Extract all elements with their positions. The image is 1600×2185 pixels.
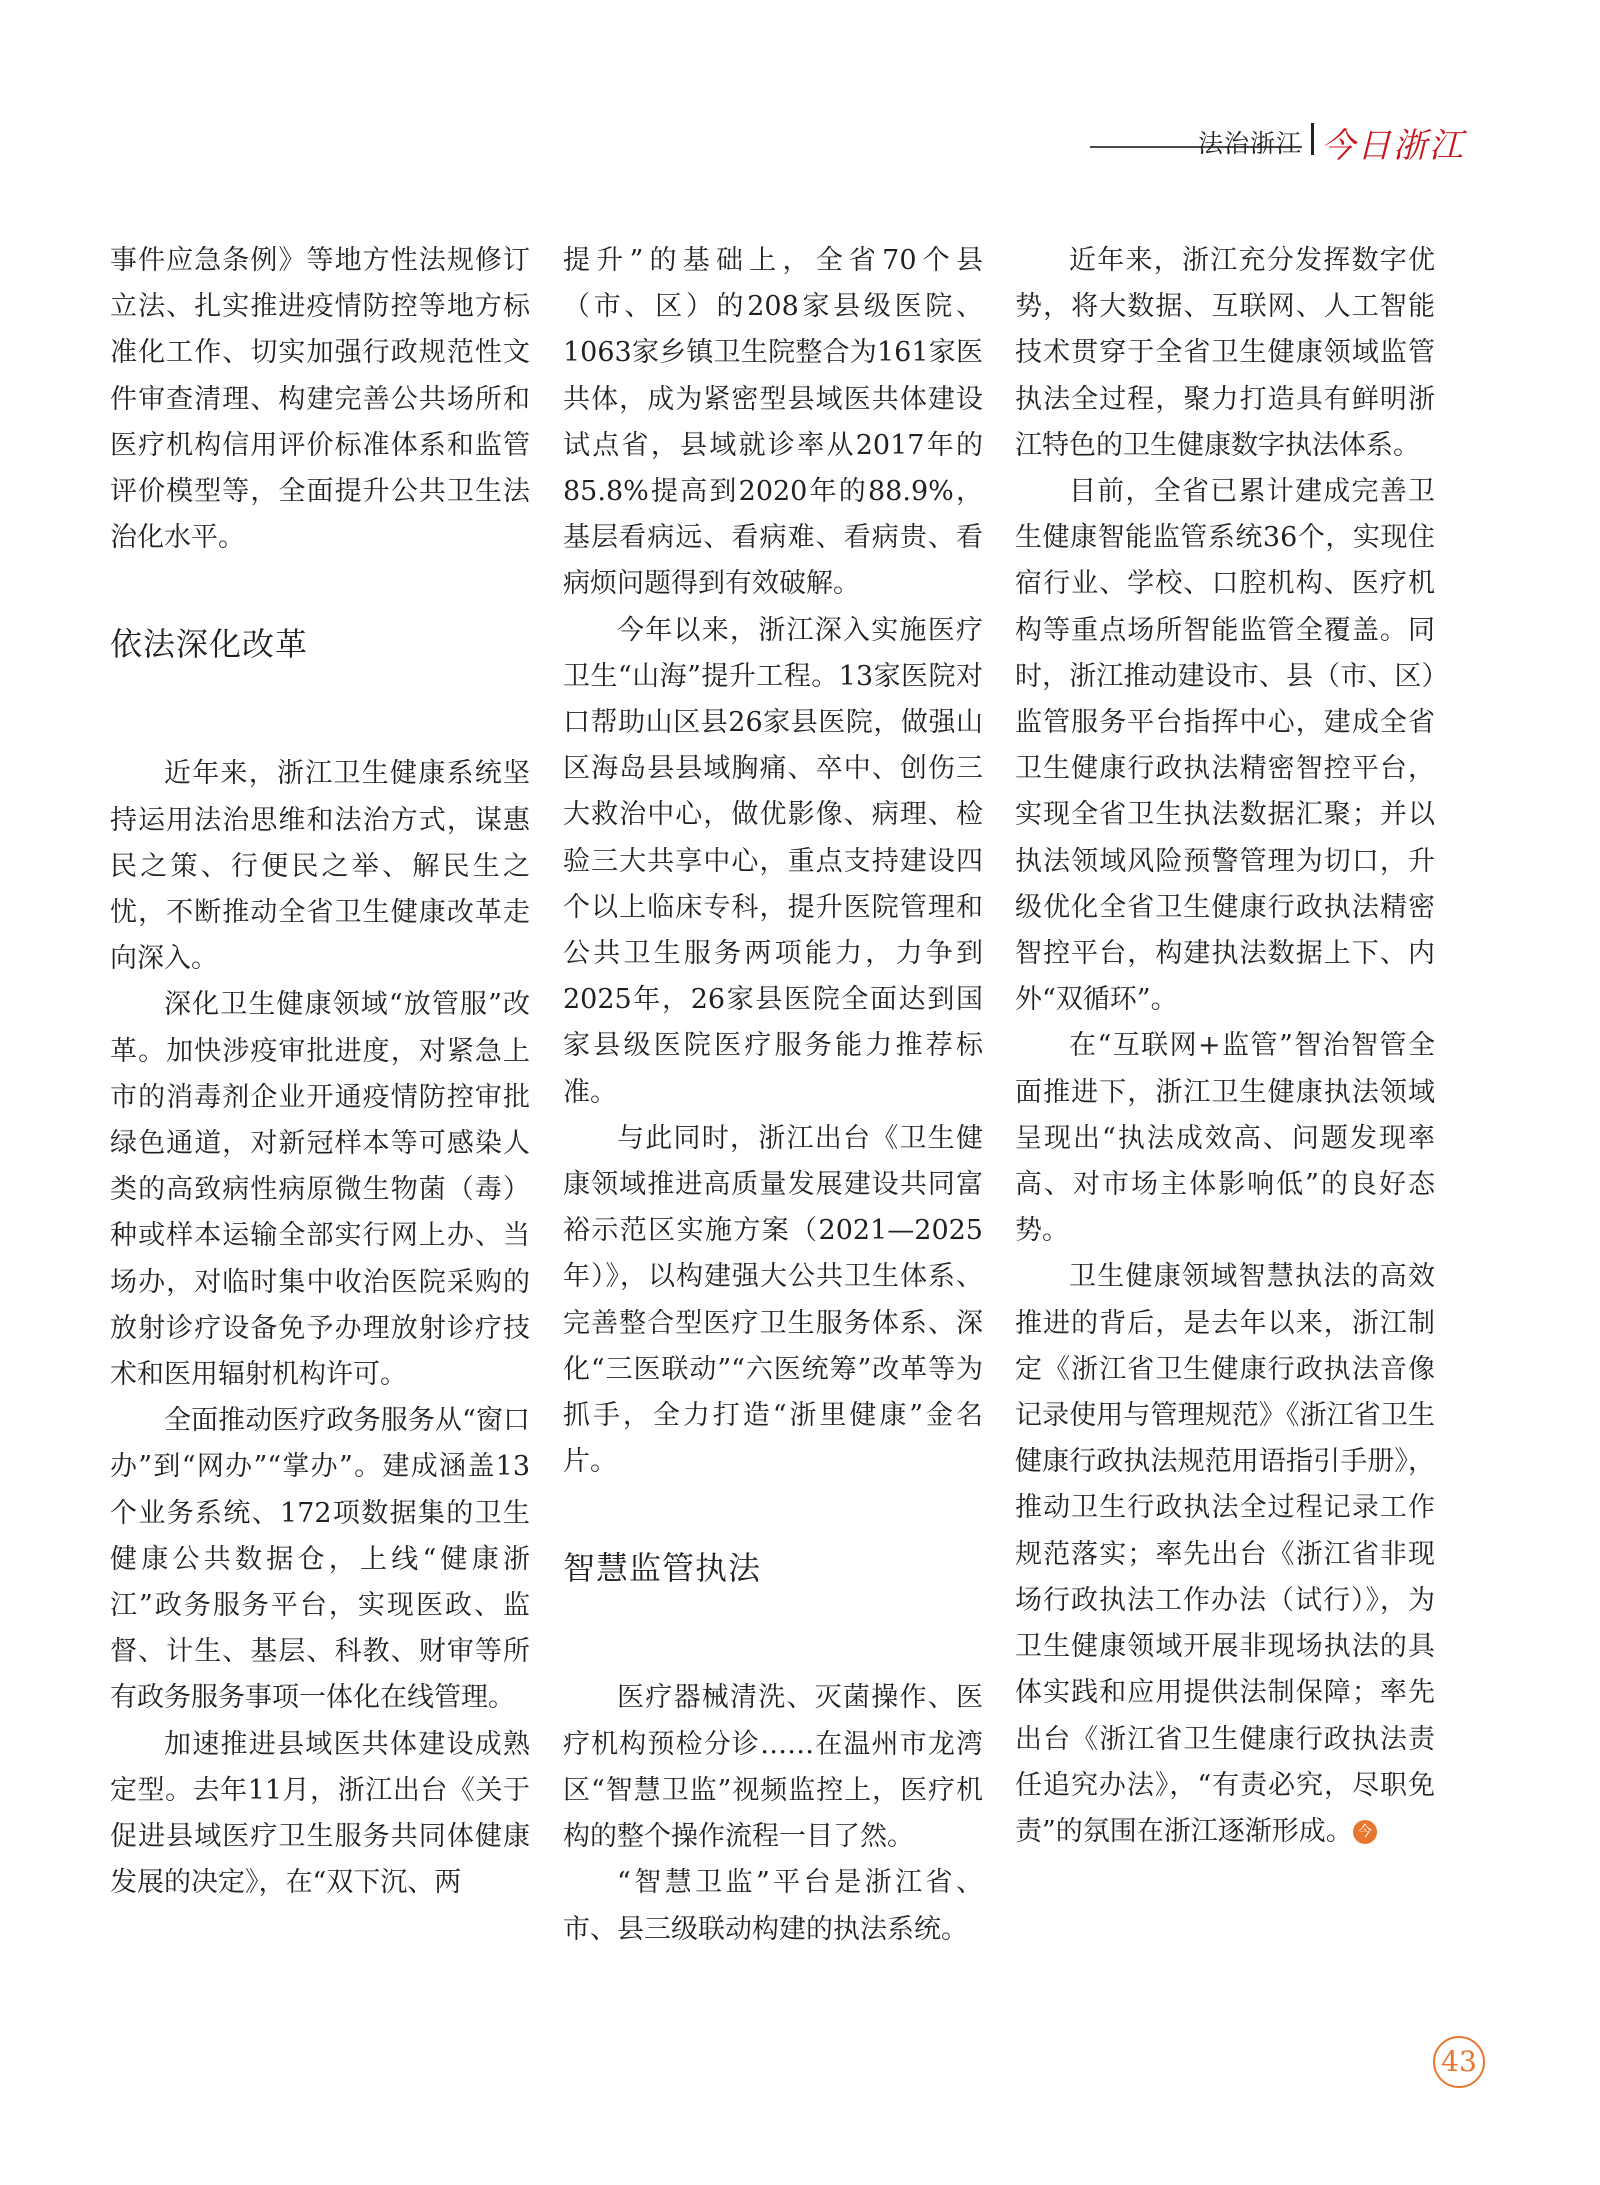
section-name: 法治浙江: [1198, 129, 1303, 158]
paragraph: 目前，全省已累计建成完善卫生健康智能监管系统36个，实现住宿行业、学校、口腔机构、医疗机构等重点场所智能监管全覆盖。同时，浙江推动建设市、县（市、区）监管服务平台指挥中心，建成全省卫生健康行政执法精密智控平台，实现全省卫生执法数据汇聚；并以执法领域风险预警管理为切口，升级优化全省卫生健康行政执法精密智控平台，构建执法数据上下、内外“双循环”。: [1015, 476, 1435, 1016]
paragraph: 与此同时，浙江出台《卫生健康领域推进高质量发展建设共同富裕示范区实施方案（2021—2025年）》，以构建强大公共卫生体系、完善整合型医疗卫生服务体系、深化“三医联动”“六医统筹”改革等为抓手，全力打造“浙里健康”金名片。: [563, 1122, 983, 1478]
paragraph: 近年来，浙江充分发挥数字优势，将大数据、互联网、人工智能技术贯穿于全省卫生健康领域监管执法全过程，聚力打造具有鲜明浙江特色的卫生健康数字执法体系。: [1015, 245, 1435, 461]
paragraph: 提升”的基础上，全省70个县（市、区）的208家县级医院、1063家乡镇卫生院整合为161家医共体，成为紧密型县域医共体建设试点省，县域就诊率从2017年的85.8%提高到2020年的88.9%，基层看病远、看病难、看病贵、看病烦问题得到有效破解。: [563, 245, 983, 600]
paragraph: 近年来，浙江卫生健康系统坚持运用法治思维和法治方式，谋惠民之策、行便民之举、解民生之忧，不断推动全省卫生健康改革走向深入。: [110, 758, 530, 975]
paragraph-text: 卫生健康领域智慧执法的高效推进的背后，是去年以来，浙江制定《浙江省卫生健康行政执法音像记录使用与管理规范》《浙江省卫生健康行政执法规范用语指引手册》，推动卫生行政执法全过程记录工作规范落实；率先出台《浙江省非现场行政执法工作办法（试行）》，为卫生健康领域开展非现场执法的具体实践和应用提供法制保障；率先出台《浙江省卫生健康行政执法责任追究办法》，“有责必究，尽职免责”的氛围在浙江逐渐形成。: [1015, 1261, 1435, 1847]
paragraph-final: [1015, 1254, 1435, 1855]
paragraph: 加速推进县域医共体建设成熟定型。去年11月，浙江出台《关于促进县域医疗卫生服务共同体健康发展的决定》，在“双下沉、两: [110, 1728, 530, 1899]
page-number: 43: [1433, 2036, 1485, 2088]
section-heading-smart-enforcement: 智慧监管执法: [563, 1549, 762, 1588]
paragraph: 今年以来，浙江深入实施医疗卫生“山海”提升工程。13家医院对口帮助山区县26家县医院，做强山区海岛县县域胸痛、卒中、创伤三大救治中心，做优影像、病理、检验三大共享中心，重点支持建设四个以上临床专科，提升医院管理和公共卫生服务两项能力，力争到2025年，26家县医院全面达到国家县级医院医疗服务能力推荐标准。: [563, 614, 983, 1108]
paragraph: “智慧卫监”平台是浙江省、市、县三级联动构建的执法系统。: [563, 1867, 983, 1945]
column-1: [110, 238, 530, 1907]
header-divider: [1311, 123, 1314, 155]
paragraph: 在“互联网+监管”智治智管全面推进下，浙江卫生健康执法领域呈现出“执法成效高、问题发现率高、对市场主体影响低”的良好态势。: [1015, 1030, 1435, 1247]
paragraph: 深化卫生健康领域“放管服”改革。加快涉疫审批进度，对紧急上市的消毒剂企业开通疫情防控审批绿色通道，对新冠样本等可感染人类的高致病性病原微生物菌（毒）种或样本运输全部实行网上办、当场办，对临时集中收治医院采购的放射诊疗设备免予办理放射诊疗技术和医用辐射机构许可。: [110, 989, 530, 1391]
paragraph: 事件应急条例》等地方性法规修订立法、扎实推进疫情防控等地方标准化工作、切实加强行政规范性文件审查清理、构建完善公共场所和医疗机构信用评价标准体系和监管评价模型等，全面提升公共卫生法治化水平。: [110, 245, 530, 554]
column-2: [563, 238, 983, 1953]
paragraph: 医疗器械清洗、灭菌操作、医疗机构预检分诊……在温州市龙湾区“智慧卫监”视频监控上，医疗机构的整个操作流程一目了然。: [563, 1682, 983, 1853]
section-heading-reform: 依法深化改革: [110, 625, 309, 664]
column-3: [1015, 238, 1435, 1855]
magazine-logo: 今日浙江: [1321, 126, 1465, 166]
paragraph: 全面推动医疗政务服务从“窗口办”到“网办”“掌办”。建成涵盖13个业务系统、172项数据集的卫生健康公共数据仓，上线“健康浙江”政务服务平台，实现医政、监督、计生、基层、科教、财审等所有政务服务事项一体化在线管理。: [110, 1405, 530, 1714]
end-mark-icon: 今: [1353, 1820, 1377, 1844]
